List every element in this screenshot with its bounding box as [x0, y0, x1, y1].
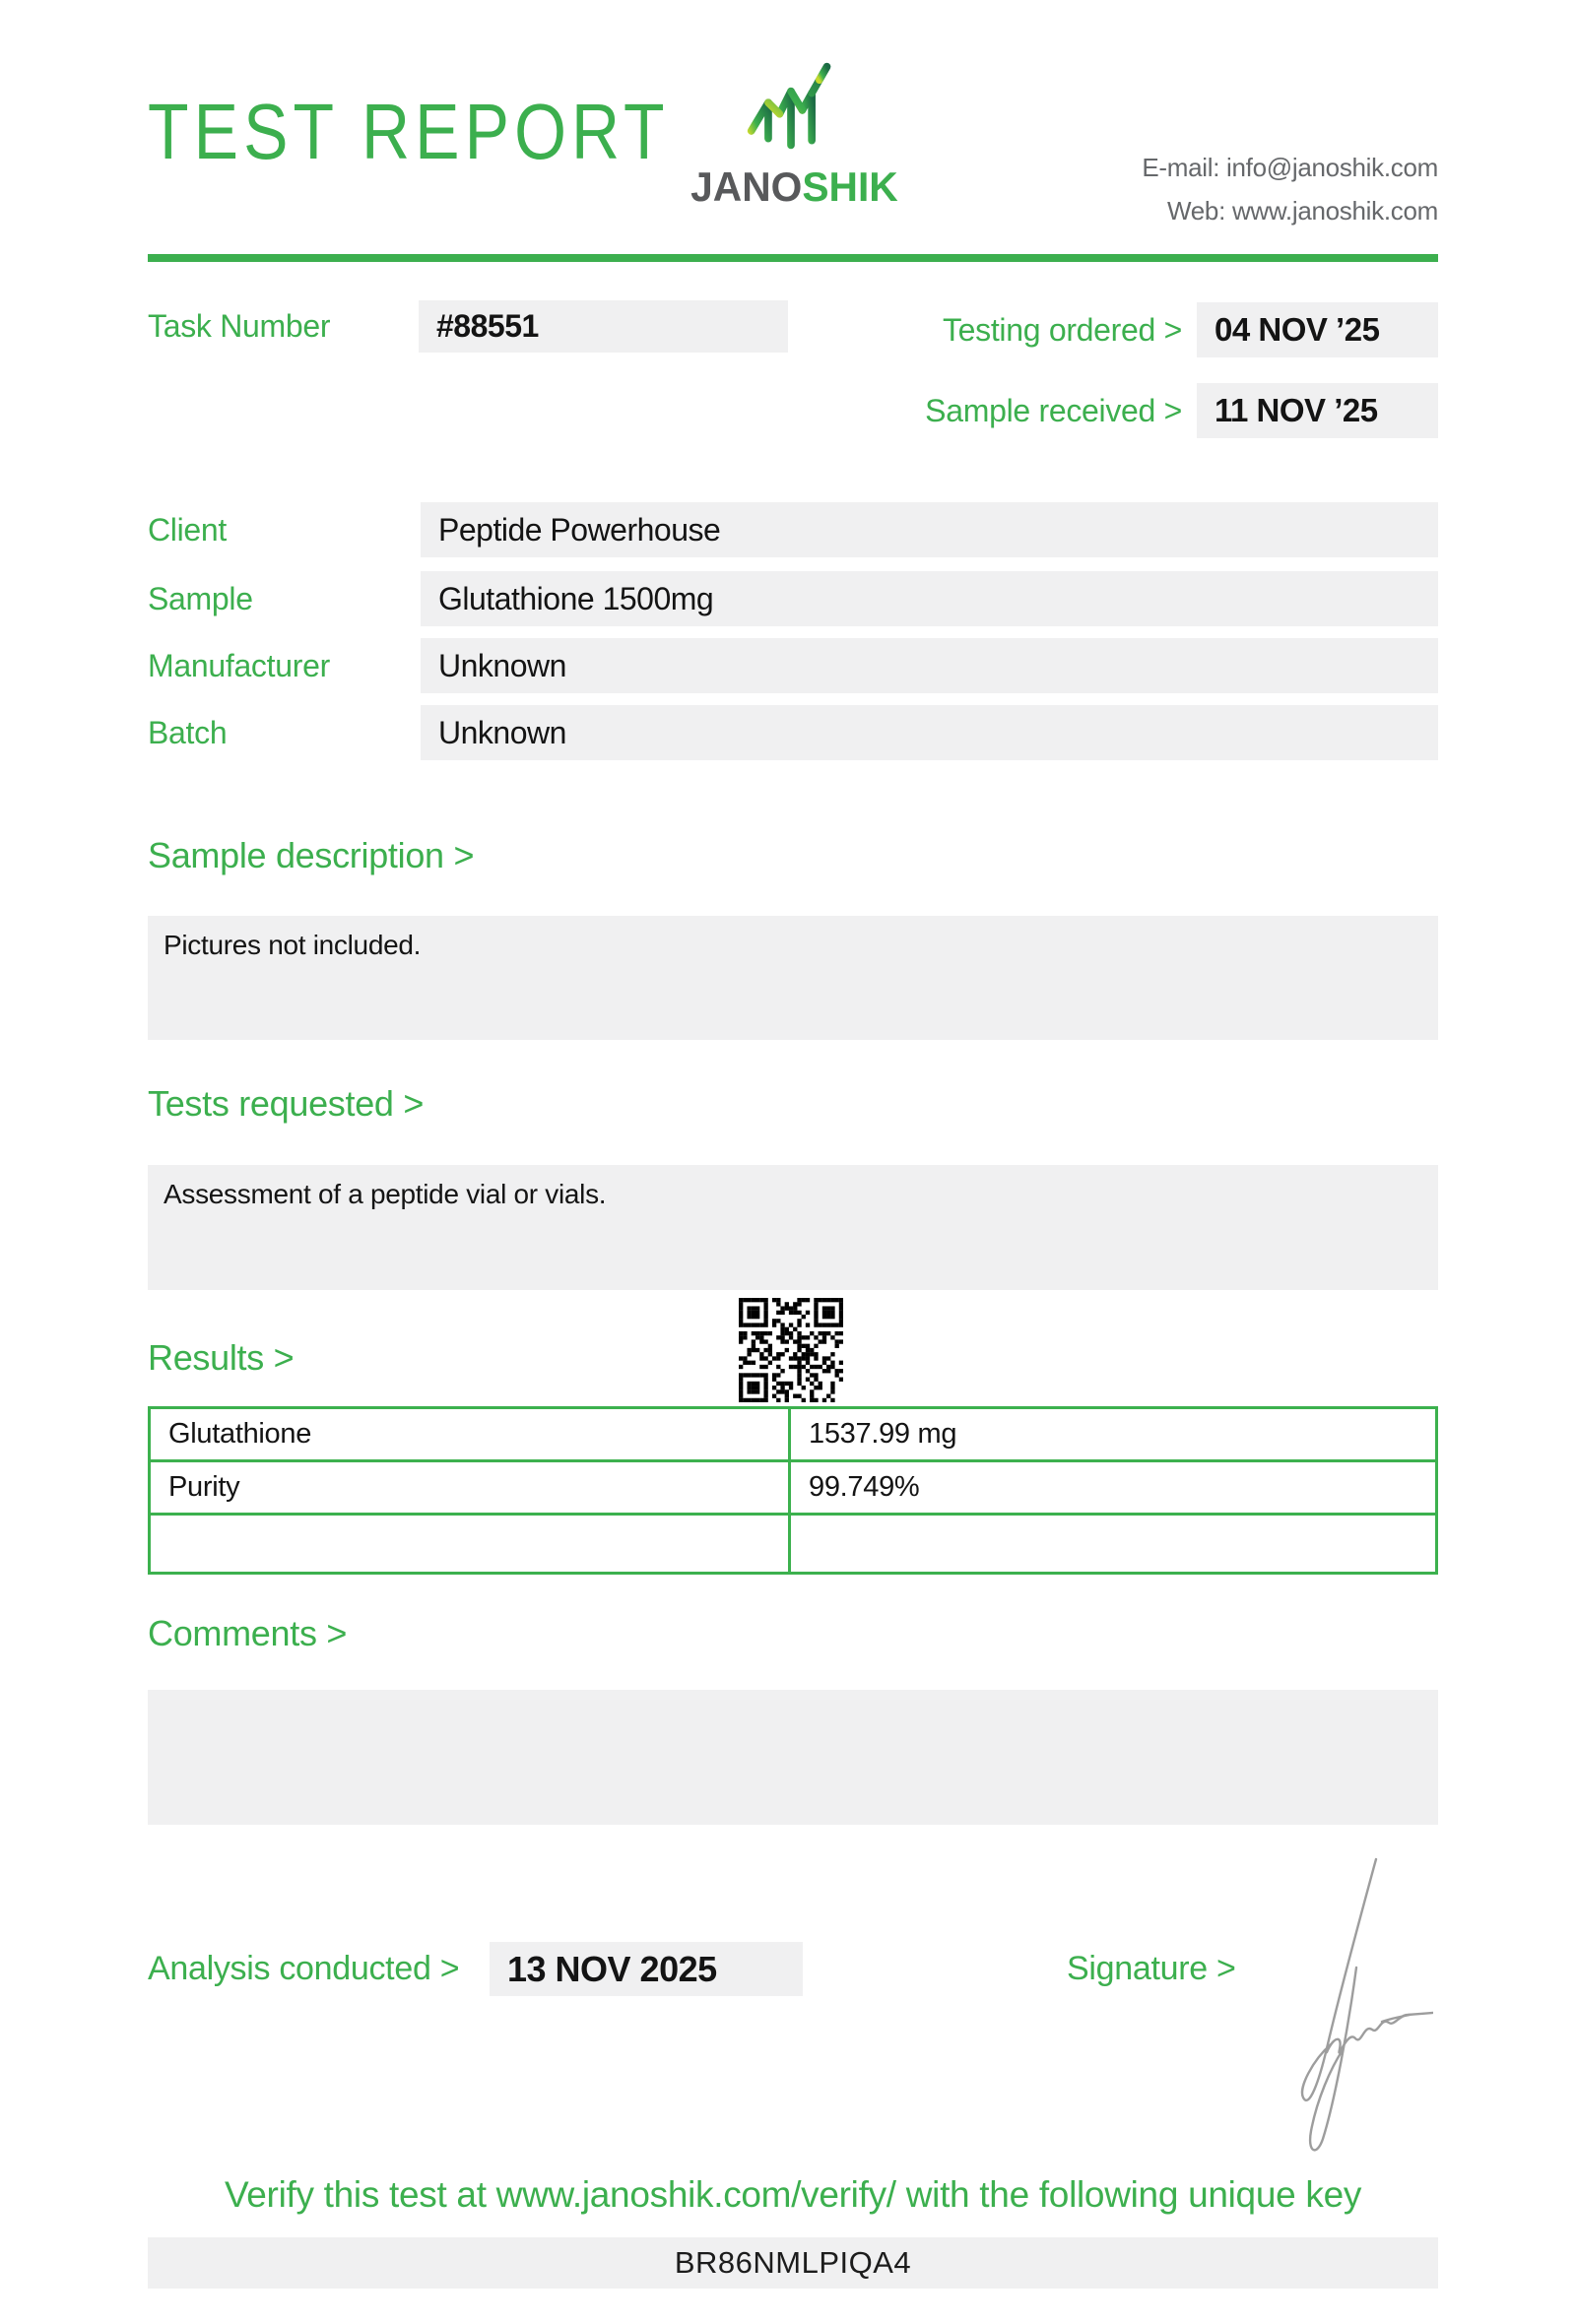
logo — [688, 55, 898, 211]
signature-label: Signature > — [1067, 1950, 1236, 1987]
chart-growth-icon — [744, 55, 838, 160]
task-number-value: #88551 — [419, 300, 788, 353]
manufacturer-value: Unknown — [421, 638, 1438, 693]
header-divider — [148, 254, 1438, 262]
result-name-cell: Glutathione — [150, 1408, 790, 1461]
batch-label: Batch — [148, 714, 228, 750]
logo-text-shik: SHIK — [802, 163, 898, 210]
analysis-conducted-value: 13 NOV 2025 — [490, 1942, 803, 1996]
comments-panel — [148, 1690, 1438, 1825]
table-row — [150, 1461, 1437, 1515]
sample-description-heading: Sample description > — [148, 835, 475, 875]
sample-label: Sample — [148, 580, 253, 616]
sample-value: Glutathione 1500mg — [421, 571, 1438, 626]
batch-value: Unknown — [421, 705, 1438, 760]
task-number-label: Task Number — [148, 308, 331, 344]
client-label: Client — [148, 511, 228, 548]
contact-info — [1142, 146, 1438, 232]
result-value-cell: 1537.99 mg — [790, 1408, 1437, 1461]
verify-instruction: Verify this test at www.janoshik.com/verify/ with the following unique key — [224, 2174, 1362, 2215]
client-value: Peptide Powerhouse — [421, 502, 1438, 557]
unique-key-value: BR86NMLPIQA4 — [148, 2237, 1438, 2289]
table-row — [150, 1515, 1437, 1574]
analysis-conducted-label: Analysis conducted > — [148, 1950, 460, 1987]
result-name-cell: Purity — [150, 1461, 790, 1515]
result-name-cell — [150, 1515, 790, 1574]
results-heading: Results > — [148, 1337, 295, 1378]
table-row — [150, 1408, 1437, 1461]
logo-text-jano: JANO — [690, 163, 803, 210]
testing-ordered-label: Testing ordered > — [942, 311, 1182, 348]
manufacturer-label: Manufacturer — [148, 647, 330, 683]
logo-wordmark — [690, 163, 898, 211]
sample-received-label: Sample received > — [925, 392, 1182, 428]
contact-web: Web: www.janoshik.com — [1167, 196, 1438, 226]
result-value-cell: 99.749% — [790, 1461, 1437, 1515]
page-title: TEST REPORT — [148, 88, 670, 175]
contact-email: E-mail: info@janoshik.com — [1142, 153, 1438, 182]
result-value-cell — [790, 1515, 1437, 1574]
signature-image — [1266, 1851, 1433, 2166]
results-table — [148, 1406, 1438, 1575]
tests-requested-heading: Tests requested > — [148, 1083, 425, 1124]
sample-received-value: 11 NOV ’25 — [1197, 383, 1438, 438]
qr-code — [739, 1298, 843, 1402]
comments-heading: Comments > — [148, 1613, 348, 1653]
sample-description-panel: Pictures not included. — [148, 916, 1438, 1040]
testing-ordered-value: 04 NOV ’25 — [1197, 302, 1438, 357]
tests-requested-panel: Assessment of a peptide vial or vials. — [148, 1165, 1438, 1290]
